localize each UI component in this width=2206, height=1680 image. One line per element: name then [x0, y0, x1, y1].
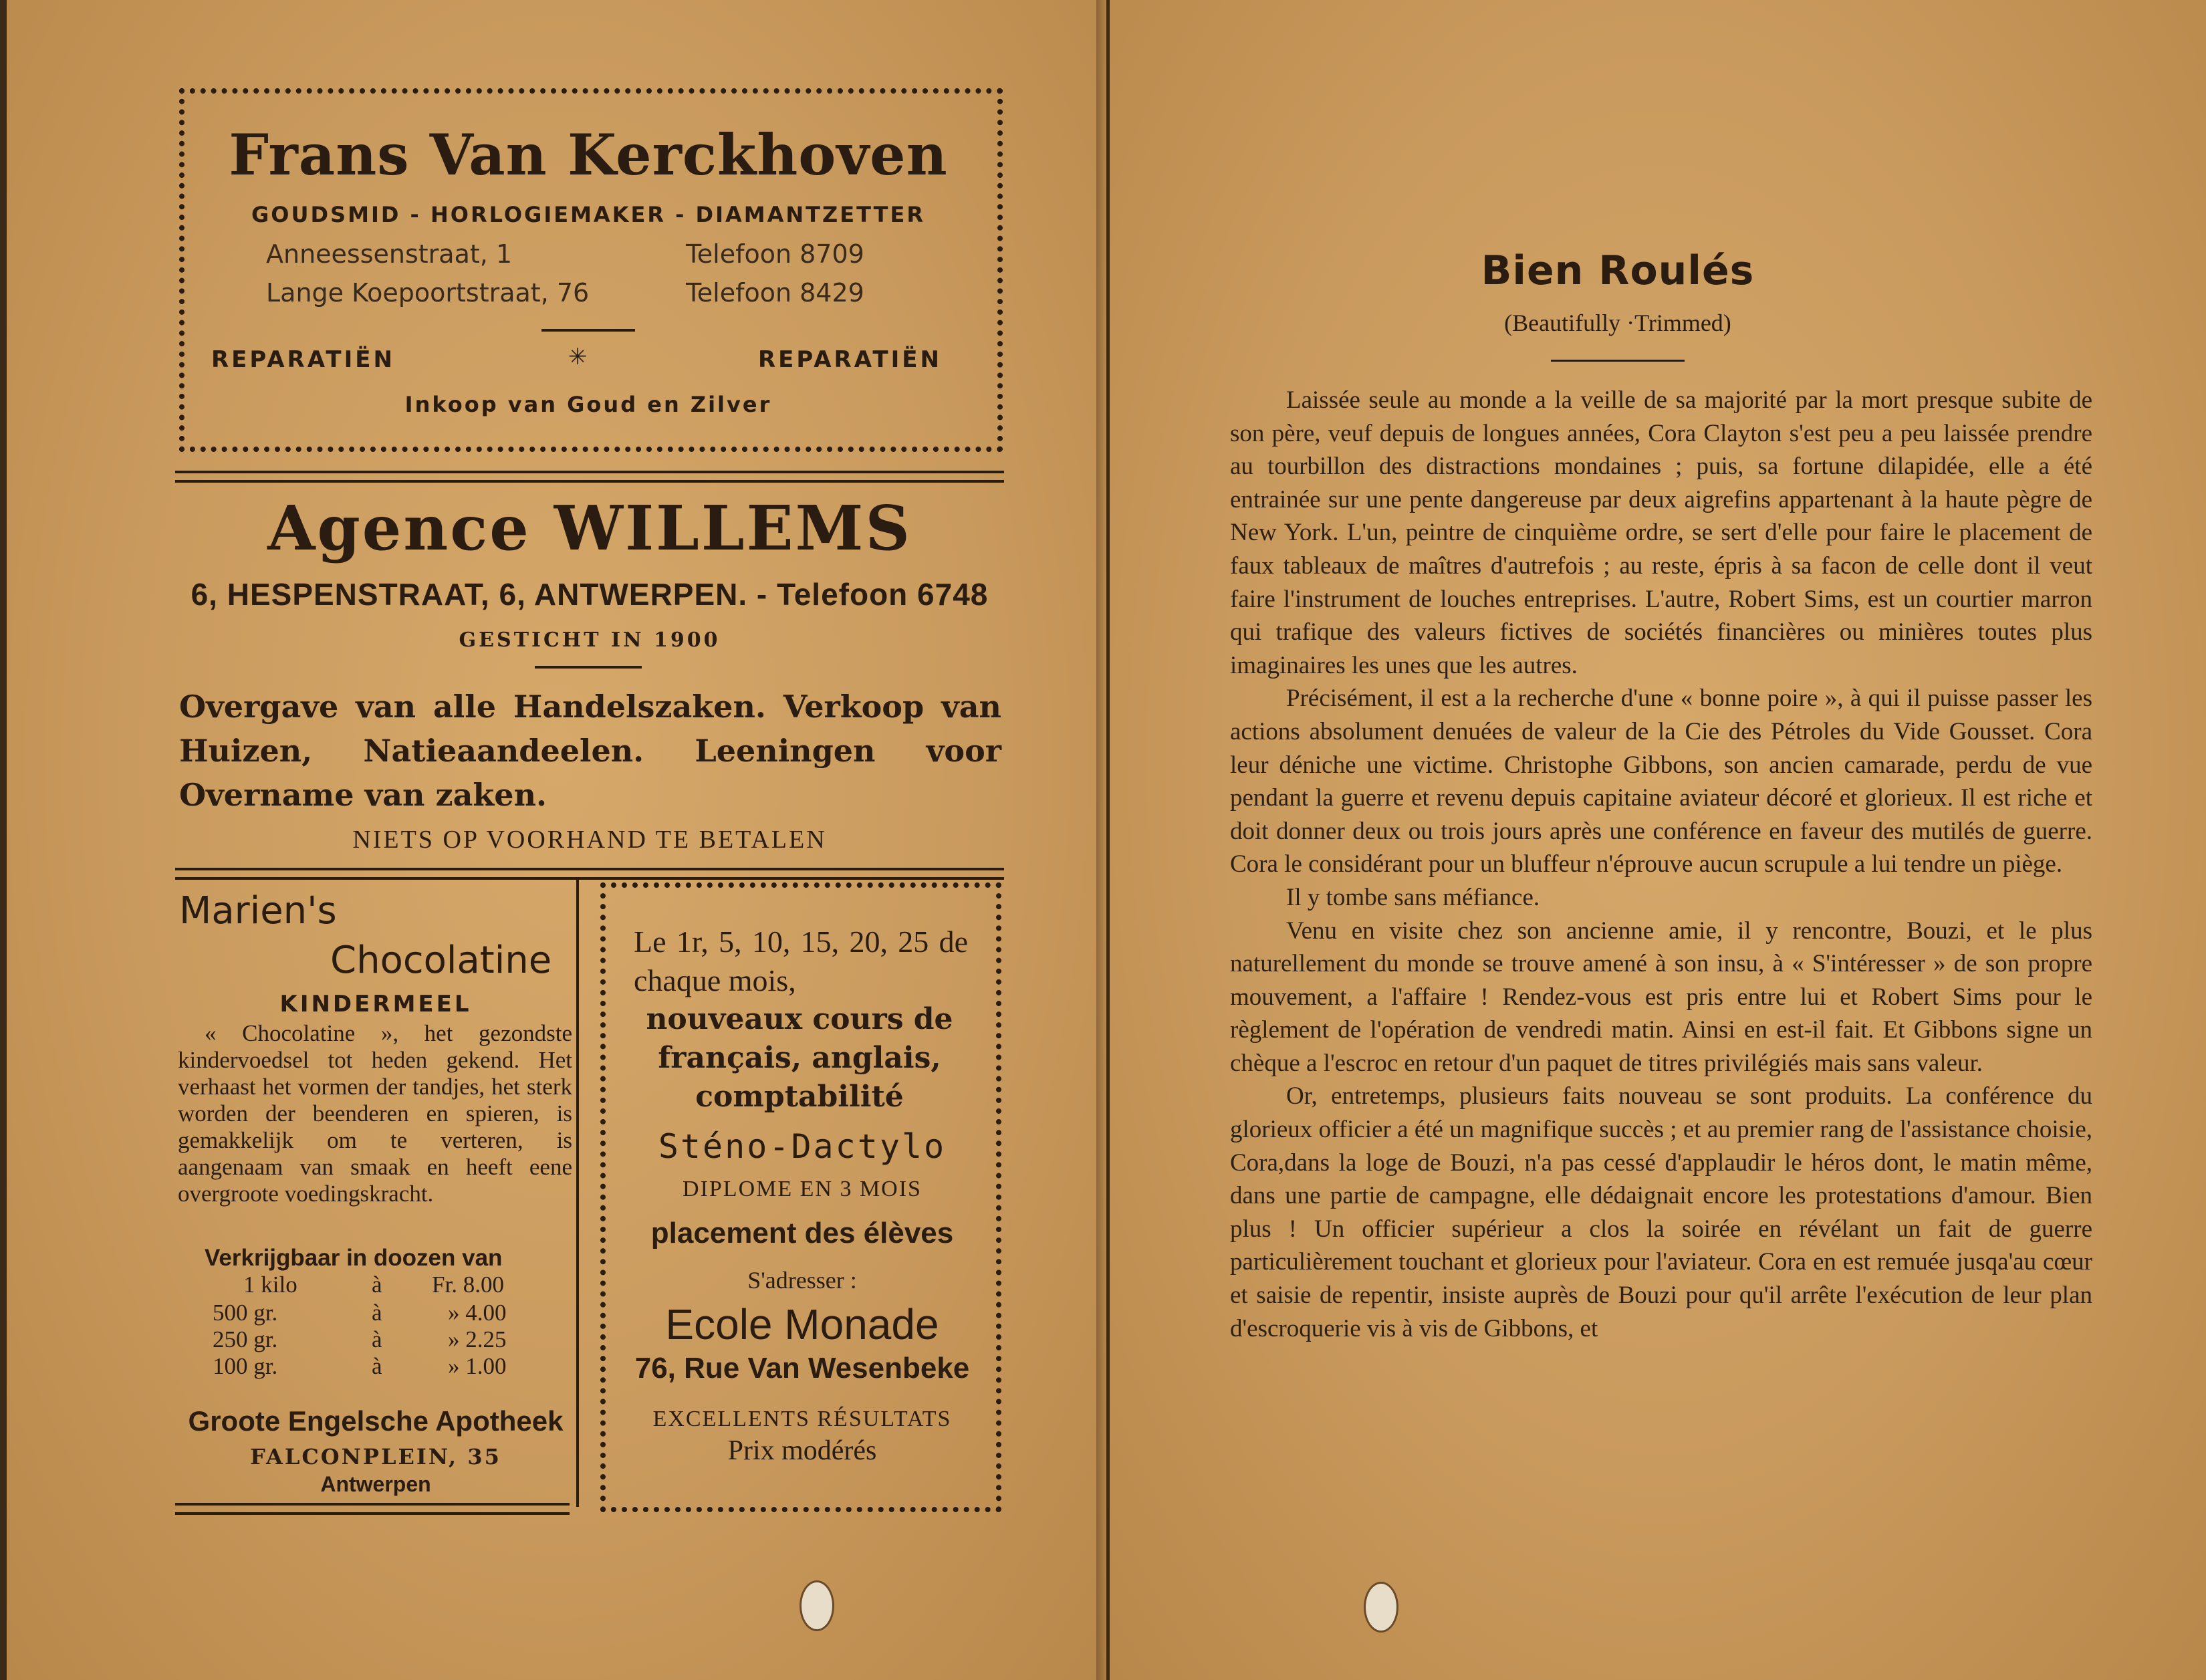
story-body — [1230, 384, 2092, 1345]
price-value-3: » 2.25 — [448, 1326, 507, 1352]
price-value-1: Fr. 8.00 — [432, 1272, 504, 1298]
story-title: Bien Roulés — [1481, 247, 1755, 294]
marien-antwerpen: Antwerpen — [320, 1472, 431, 1496]
monade-steno: Sténo-Dactylo — [658, 1127, 947, 1166]
monade-excellents: EXCELLENTS RÉSULTATS — [652, 1407, 952, 1431]
kerckhoven-title: Frans Van Kerckhoven — [229, 122, 948, 188]
kerckhoven-reparatien-left: REPARATIËN — [211, 346, 395, 373]
marien-product-name: Chocolatine — [330, 939, 552, 982]
story-paragraph-5: Or, entretemps, plusieurs faits nouveau se sont produits. La conférence du glorieux officier a été un magnifique succès ; et au premier rang de l'assistance choisie, Cora,dans la loge de Bouzi, n'a pas cessé d'applaudir le héros dont, le matin même, dans une partie de campagne, elle dédaignait encore les protestations d'amour. Bien plus ! Un officier supérieur a clos la soirée en révélant un fait de guerre particulièrement touchant et glorieux pour l'aviateur. Cora en est remuée jusqa'au cœur et saisie de repentir, insiste auprès de Bouzi pour qu'il arrête l'exécution de leur plan d'escroquerie vis à vis de Gibbons, et — [1230, 1082, 2092, 1342]
price-qty-1: 1 kilo — [243, 1272, 297, 1298]
story-divider — [1551, 360, 1685, 362]
price-qty-3: 250 gr. — [213, 1326, 278, 1352]
marien-verkrijgbaar: Verkrijgbaar in doozen van — [205, 1245, 503, 1271]
marien-falconplein: FALCONPLEIN, 35 — [250, 1444, 501, 1469]
ad-column-divider — [576, 880, 579, 1507]
story-subtitle: (Beautifully ·Trimmed) — [1504, 310, 1731, 336]
price-qty-2: 500 gr. — [213, 1300, 278, 1326]
price-at-1: à — [372, 1272, 382, 1298]
willems-body: Overgave van alle Handelszaken. Verkoop van Huizen, Natieaandeelen. Leeningen voor Overname van zaken. — [179, 689, 1001, 813]
willems-address: 6, HESPENSTRAAT, 6, ANTWERPEN. - Telefoon 6748 — [191, 577, 989, 612]
price-value-4: » 1.00 — [448, 1353, 507, 1379]
willems-notice: NIETS OP VOORHAND TE BETALEN — [352, 826, 827, 854]
marien-kindermeel: KINDERMEEL — [279, 991, 472, 1017]
marien-brand-name: Marien's — [179, 889, 337, 933]
star-icon: ✳ — [568, 344, 590, 370]
monade-courses: nouveaux cours de français, anglais, comptabilité — [646, 1002, 953, 1114]
punch-hole-right — [1364, 1582, 1398, 1633]
story-paragraph-2: Précisément, il est a la recherche d'une « bonne poire », à qui il puisse passer les actions absolument denuées de valeur de la Cie des Pétroles du Vide Gousset. Cora leur déniche une victime. Christophe Gibbons, son ancien camarade, perdu de vue pendant la guerre et revenu depuis capitaine aviateur décoré et glorieux. Il est riche et doit donner deux ou trois jours après une conférence en faveur des mutilés de guerre. Cora le considérant pour un bluffeur n'éprouve aucun scrupule a lui tendre un piège. — [1230, 685, 2092, 878]
monade-placement: placement des élèves — [650, 1217, 954, 1249]
section-divider-middle — [175, 868, 1004, 880]
kerckhoven-inkoop: Inkoop van Goud en Zilver — [404, 392, 772, 417]
monade-prix: Prix modérés — [727, 1435, 877, 1466]
willems-founded: GESTICHT IN 1900 — [459, 628, 721, 652]
price-at-4: à — [372, 1353, 382, 1379]
monade-dates: Le 1r, 5, 10, 15, 20, 25 de chaque mois, — [634, 925, 968, 997]
kerckhoven-subtitle: GOUDSMID - HORLOGIEMAKER - DIAMANTZETTER — [251, 202, 925, 227]
price-qty-4: 100 gr. — [213, 1353, 278, 1379]
monade-rue: 76, Rue Van Wesenbeke — [634, 1352, 970, 1385]
kerckhoven-reparatien-right: REPARATIËN — [758, 346, 942, 373]
kerckhoven-divider — [541, 329, 635, 332]
monade-sadresser: S'adresser : — [747, 1267, 857, 1294]
story-paragraph-4: Venu en visite chez son ancienne amie, il y rencontre, Bouzi, et le plus naturellement du monde se trouve amené à son insu, à « S'intéresser » de son propre mouvement, a l'affaire ! Rendez-vous est pris entre lui et Robert Sims pour le règlement de l'opération de vendredi matin. Ainsi en est-il fait. Et Gibbons signe un chèque a l'escroc en retour d'un paquet de titres privilégiés mais sans valeur. — [1230, 917, 2092, 1077]
right-page — [1110, 0, 2206, 1680]
kerckhoven-address-1: Anneessenstraat, 1 — [266, 239, 513, 269]
kerckhoven-phone-1: Telefoon 8709 — [686, 239, 864, 269]
monade-ecole: Ecole Monade — [665, 1300, 939, 1348]
marien-apotheek: Groote Engelsche Apotheek — [188, 1405, 564, 1437]
monade-diplome: DIPLOME EN 3 MOIS — [683, 1177, 922, 1201]
price-at-2: à — [372, 1300, 382, 1326]
kerckhoven-address-2: Lange Koepoortstraat, 76 — [266, 278, 590, 308]
punch-hole-left — [800, 1580, 834, 1631]
story-paragraph-1: Laissée seule au monde a la veille de sa majorité par la mort presque subite de son père, veuf depuis de longues années, Cora Clayton s'est peu a peu laissée prendre au tourbillon des distractions mondaines ; puis, sa fortune dilapidée, elle a été entrainée sur une pente dangereuse par deux aigrefins appartenant à la haute pègre de New York. L'un, peintre de cinquième ordre, se sert d'elle pour faire le placement de faux tableaux de maîtres d'autrefois ; au reste, épris à sa facon de celle dont il veut faire l'instrument de louches entreprises. L'autre, Robert Sims, est un courtier marron qui trafique des valeurs fictives de sociétés financières ou minières toutes plus imaginaires les unes que les autres. — [1230, 386, 2092, 679]
left-page — [7, 0, 1106, 1680]
marien-body: « Chocolatine », het gezondste kindervoedsel tot heden gekend. Het verhaast het vormen der tandjes, het sterk worden der beenderen en spieren, is gemakkelijk om te verteren, is aangenaam van smaak en heeft eene overgroote voedingskracht. — [178, 1020, 572, 1207]
section-divider-bottom — [175, 1503, 570, 1515]
kerckhoven-phone-2: Telefoon 8429 — [686, 278, 864, 308]
willems-title: Agence WILLEMS — [267, 492, 912, 564]
price-at-3: à — [372, 1326, 382, 1352]
willems-divider — [535, 666, 642, 669]
section-divider-top — [175, 471, 1004, 483]
story-paragraph-3: Il y tombe sans méfiance. — [1286, 883, 1540, 911]
price-value-2: » 4.00 — [448, 1300, 507, 1326]
